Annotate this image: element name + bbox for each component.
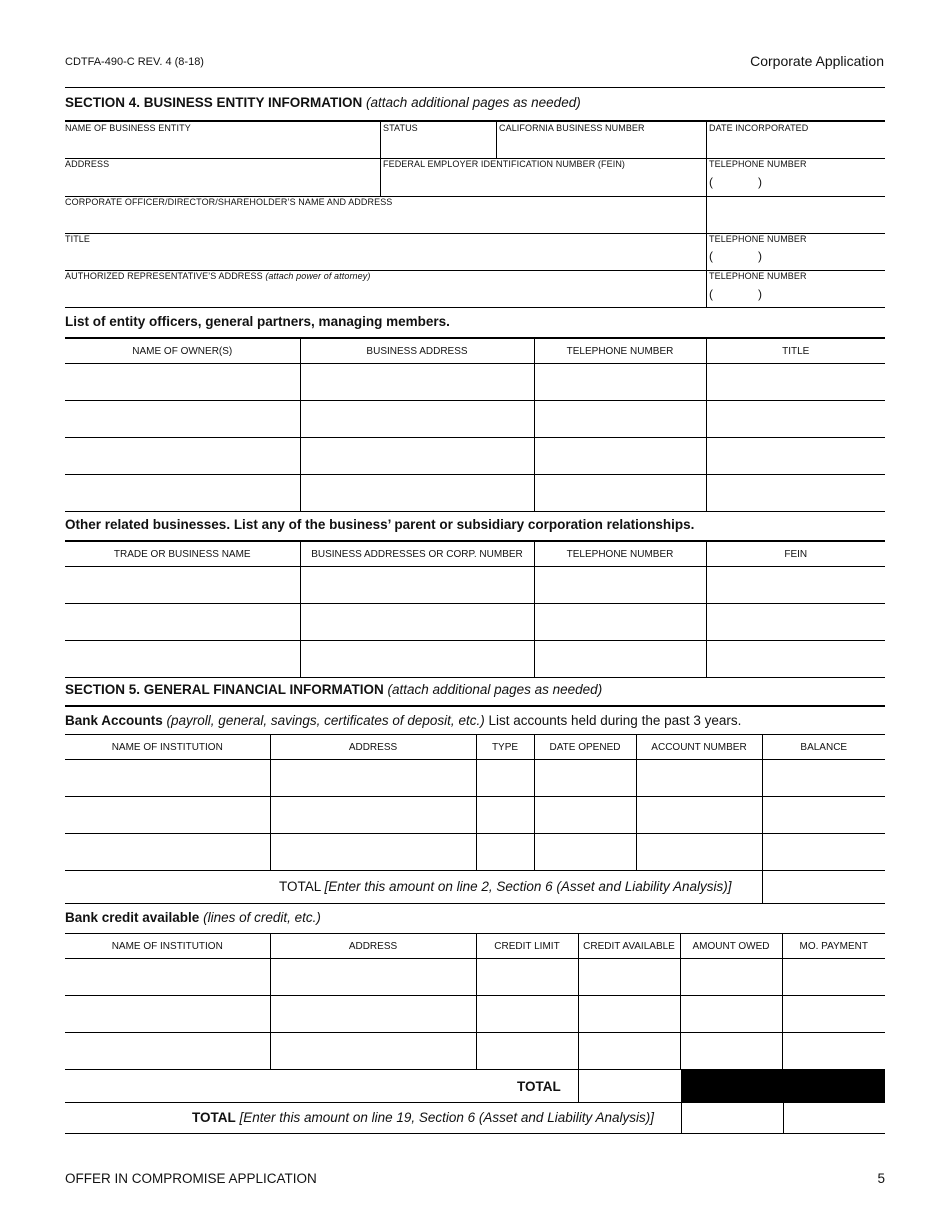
bank-credit-total-label: TOTAL	[517, 1079, 561, 1094]
col-business-address: BUSINESS ADDRESS	[300, 338, 534, 364]
col-credit-available: CREDIT AVAILABLE	[578, 934, 680, 959]
input-cell[interactable]	[534, 438, 706, 475]
related-heading: Other related businesses. List any of the business’ parent or subsidiary corporation relationships.	[65, 517, 695, 532]
col-credit-limit: CREDIT LIMIT	[476, 934, 578, 959]
col-name-of-owner: NAME OF OWNER(S)	[65, 338, 300, 364]
label-title: TITLE	[65, 234, 91, 244]
table-row	[65, 364, 885, 401]
col-fein: FEIN	[706, 541, 885, 567]
input-cell[interactable]	[680, 1033, 782, 1070]
input-cell[interactable]	[300, 438, 534, 475]
input-cell[interactable]	[270, 760, 476, 797]
input-cell[interactable]	[534, 401, 706, 438]
col-telephone-number: TELEPHONE NUMBER	[534, 541, 706, 567]
form-title: Corporate Application	[750, 53, 884, 69]
label-fein: FEDERAL EMPLOYER IDENTIFICATION NUMBER (FEIN)	[383, 159, 626, 169]
col-trade-name: TRADE OR BUSINESS NAME	[65, 541, 300, 567]
label-telephone-1: TELEPHONE NUMBER	[709, 159, 807, 169]
phone-paren-close-1: )	[758, 175, 762, 189]
table-row	[65, 996, 885, 1033]
table-row	[65, 760, 885, 797]
input-cell[interactable]	[706, 567, 885, 604]
table-row	[65, 475, 885, 512]
table-row	[65, 641, 885, 678]
phone-paren-close-2: )	[758, 249, 762, 263]
input-cell[interactable]	[534, 834, 636, 871]
officers-heading: List of entity officers, general partners, managing members.	[65, 314, 450, 329]
input-cell[interactable]	[782, 959, 885, 996]
input-cell[interactable]	[300, 604, 534, 641]
col-telephone-number: TELEPHONE NUMBER	[534, 338, 706, 364]
section4-rule	[65, 120, 885, 122]
col-address: ADDRESS	[270, 735, 476, 760]
table-row	[65, 438, 885, 475]
col-name-of-institution: NAME OF INSTITUTION	[65, 735, 270, 760]
input-cell[interactable]	[65, 438, 300, 475]
table-row	[65, 401, 885, 438]
label-date-incorporated: DATE INCORPORATED	[709, 123, 809, 133]
input-cell[interactable]	[534, 797, 636, 834]
input-cell[interactable]	[534, 364, 706, 401]
input-cell[interactable]	[782, 996, 885, 1033]
bank-accounts-table	[65, 734, 885, 871]
input-cell[interactable]	[680, 996, 782, 1033]
input-cell[interactable]	[706, 438, 885, 475]
input-cell[interactable]	[270, 959, 476, 996]
phone-paren-open-2: (	[709, 249, 713, 263]
label-telephone-2: TELEPHONE NUMBER	[709, 234, 807, 244]
input-cell[interactable]	[706, 641, 885, 678]
section5-heading: SECTION 5. GENERAL FINANCIAL INFORMATION (attach additional pages as needed)	[65, 682, 603, 697]
label-business-name: NAME OF BUSINESS ENTITY	[65, 123, 191, 133]
bank-accounts-heading: Bank Accounts (payroll, general, savings, certificates of deposit, etc.) List accounts held during the past 3 years.	[65, 713, 742, 728]
col-date-opened: DATE OPENED	[534, 735, 636, 760]
blacked-out-cells	[681, 1070, 885, 1102]
input-cell[interactable]	[65, 996, 270, 1033]
input-cell[interactable]	[65, 959, 270, 996]
bank-accounts-total-label: TOTAL [Enter this amount on line 2, Section 6 (Asset and Liability Analysis)]	[279, 879, 732, 894]
label-address: ADDRESS	[65, 159, 110, 169]
related-table	[65, 540, 885, 678]
input-cell[interactable]	[578, 959, 680, 996]
bank-credit-heading: Bank credit available (lines of credit, etc.)	[65, 910, 321, 925]
col-account-number: ACCOUNT NUMBER	[636, 735, 762, 760]
section4-heading: SECTION 4. BUSINESS ENTITY INFORMATION (attach additional pages as needed)	[65, 95, 581, 110]
input-cell[interactable]	[476, 1033, 578, 1070]
col-mo-payment: MO. PAYMENT	[782, 934, 885, 959]
input-cell[interactable]	[782, 1033, 885, 1070]
table-row	[65, 567, 885, 604]
input-cell[interactable]	[476, 959, 578, 996]
input-cell[interactable]	[65, 797, 270, 834]
input-cell[interactable]	[534, 475, 706, 512]
input-cell[interactable]	[300, 364, 534, 401]
label-status: STATUS	[383, 123, 418, 133]
input-cell[interactable]	[762, 797, 885, 834]
input-cell[interactable]	[706, 401, 885, 438]
input-cell[interactable]	[65, 567, 300, 604]
input-cell[interactable]	[300, 475, 534, 512]
input-cell[interactable]	[636, 834, 762, 871]
input-cell[interactable]	[300, 641, 534, 678]
input-cell[interactable]	[636, 760, 762, 797]
phone-paren-open-1: (	[709, 175, 713, 189]
input-cell[interactable]	[270, 797, 476, 834]
input-cell[interactable]	[65, 475, 300, 512]
section5-rule	[65, 705, 885, 707]
input-cell[interactable]	[65, 401, 300, 438]
input-cell[interactable]	[680, 959, 782, 996]
input-cell[interactable]	[762, 760, 885, 797]
input-cell[interactable]	[476, 996, 578, 1033]
input-cell[interactable]	[476, 760, 534, 797]
officers-table	[65, 337, 885, 512]
input-cell[interactable]	[65, 641, 300, 678]
bank-credit-table	[65, 933, 885, 1070]
input-cell[interactable]	[65, 604, 300, 641]
input-cell[interactable]	[300, 567, 534, 604]
input-cell[interactable]	[706, 604, 885, 641]
input-cell[interactable]	[534, 567, 706, 604]
input-cell[interactable]	[65, 760, 270, 797]
input-cell[interactable]	[534, 760, 636, 797]
table-row	[65, 1033, 885, 1070]
page-number: 5	[877, 1171, 885, 1186]
col-title: TITLE	[706, 338, 885, 364]
label-ca-business-number: CALIFORNIA BUSINESS NUMBER	[499, 123, 645, 133]
label-corporate-officer: CORPORATE OFFICER/DIRECTOR/SHAREHOLDER’S NAME AND ADDRESS	[65, 197, 393, 207]
col-address: ADDRESS	[270, 934, 476, 959]
input-cell[interactable]	[636, 797, 762, 834]
col-name-of-institution: NAME OF INSTITUTION	[65, 934, 270, 959]
col-amount-owed: AMOUNT OWED	[680, 934, 782, 959]
col-balance: BALANCE	[762, 735, 885, 760]
input-cell[interactable]	[762, 834, 885, 871]
input-cell[interactable]	[578, 996, 680, 1033]
input-cell[interactable]	[706, 364, 885, 401]
input-cell[interactable]	[706, 475, 885, 512]
input-cell[interactable]	[476, 797, 534, 834]
input-cell[interactable]	[578, 1033, 680, 1070]
input-cell[interactable]	[65, 1033, 270, 1070]
label-telephone-3: TELEPHONE NUMBER	[709, 271, 807, 281]
table-row	[65, 797, 885, 834]
input-cell[interactable]	[300, 401, 534, 438]
footer-title: OFFER IN COMPROMISE APPLICATION	[65, 1171, 317, 1186]
table-row	[65, 604, 885, 641]
input-cell[interactable]	[65, 834, 270, 871]
input-cell[interactable]	[270, 996, 476, 1033]
table-row	[65, 834, 885, 871]
input-cell[interactable]	[534, 604, 706, 641]
phone-paren-open-3: (	[709, 287, 713, 301]
phone-paren-close-3: )	[758, 287, 762, 301]
col-type: TYPE	[476, 735, 534, 760]
input-cell[interactable]	[270, 1033, 476, 1070]
input-cell[interactable]	[476, 834, 534, 871]
col-business-addresses: BUSINESS ADDRESSES OR CORP. NUMBER	[300, 541, 534, 567]
input-cell[interactable]	[270, 834, 476, 871]
input-cell[interactable]	[65, 364, 300, 401]
label-authorized-rep: AUTHORIZED REPRESENTATIVE’S ADDRESS (attach power of attorney)	[65, 271, 371, 281]
header-divider	[65, 87, 885, 88]
input-cell[interactable]	[534, 641, 706, 678]
bank-credit-total2-label: TOTAL [Enter this amount on line 19, Section 6 (Asset and Liability Analysis)]	[192, 1110, 654, 1125]
table-row	[65, 959, 885, 996]
form-number: CDTFA-490-C REV. 4 (8-18)	[65, 56, 204, 68]
